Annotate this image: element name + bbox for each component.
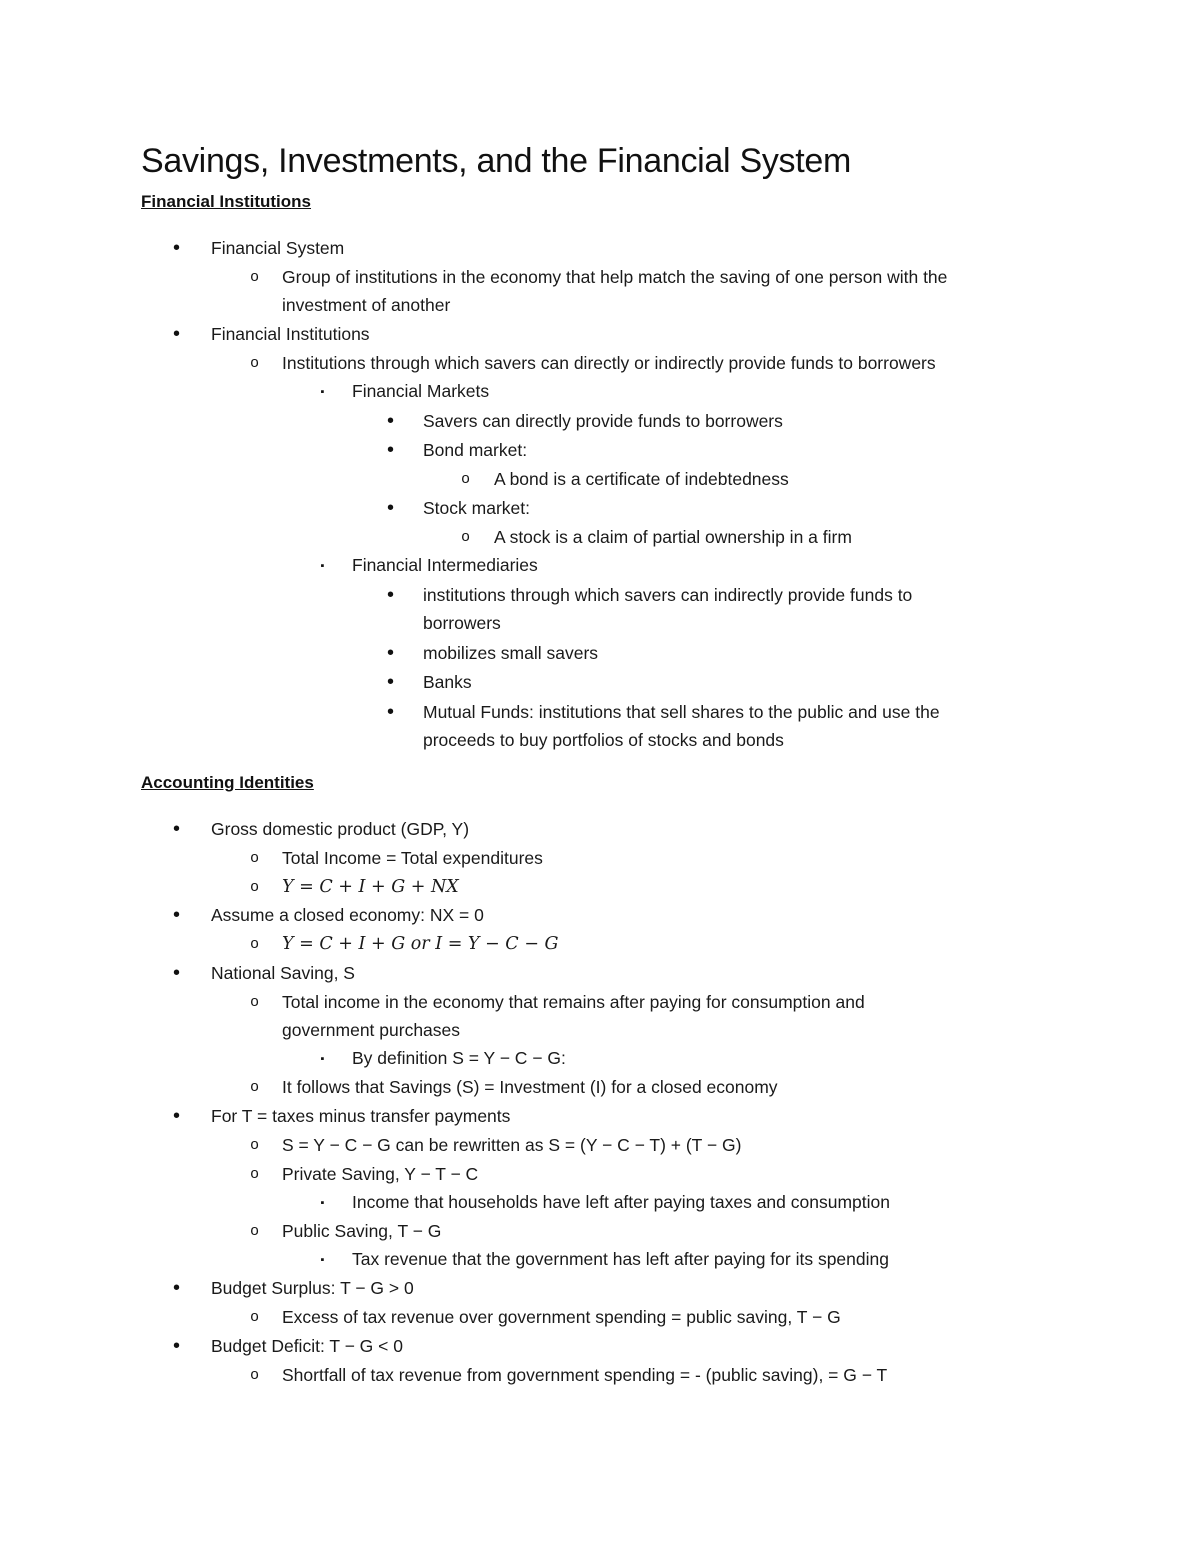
- bullet-circle-icon: o: [250, 1136, 259, 1153]
- bullet-circle-icon: o: [250, 1366, 259, 1383]
- list-item-continuation: government purchases: [282, 1020, 461, 1040]
- list-item-continuation: proceeds to buy portfolios of stocks and bonds: [423, 730, 784, 750]
- bullet-circle-icon: o: [250, 354, 259, 371]
- list-item: Financial System: [211, 238, 345, 258]
- bullet-disc-icon: •: [386, 642, 394, 664]
- bullet-disc-icon: •: [172, 1105, 180, 1127]
- list-item: Stock market:: [423, 498, 530, 518]
- bullet-circle-icon: o: [250, 268, 259, 285]
- equation-line: Y = C + I + G + NX: [282, 877, 459, 897]
- list-item: National Saving, S: [211, 963, 355, 983]
- bullet-circle-icon: o: [250, 935, 259, 952]
- list-item: Financial Institutions: [211, 324, 370, 344]
- list-item: Budget Surplus: T − G > 0: [211, 1278, 414, 1298]
- bullet-disc-icon: •: [172, 1335, 180, 1357]
- list-item: Savers can directly provide funds to borrowers: [423, 411, 783, 431]
- list-item: Gross domestic product (GDP, Y): [211, 819, 470, 839]
- bullet-circle-icon: o: [250, 878, 259, 895]
- list-item: Institutions through which savers can directly or indirectly provide funds to borrowers: [282, 353, 936, 373]
- list-item-continuation: borrowers: [423, 613, 501, 633]
- list-item: Shortfall of tax revenue from government spending = - (public saving), = G − T: [282, 1365, 888, 1385]
- bullet-circle-icon: o: [250, 1308, 259, 1325]
- list-item: For T = taxes minus transfer payments: [211, 1106, 511, 1126]
- bullet-square-icon: ▪: [320, 1053, 325, 1065]
- bullet-disc-icon: •: [386, 671, 394, 693]
- list-item: Financial Intermediaries: [352, 555, 538, 575]
- bullet-disc-icon: •: [172, 1277, 180, 1299]
- list-item: Total Income = Total expenditures: [282, 848, 543, 868]
- bullet-disc-icon: •: [386, 584, 394, 606]
- section-heading-accounting-identities: Accounting Identities: [141, 773, 314, 792]
- bullet-disc-icon: •: [386, 410, 394, 432]
- bullet-circle-icon: o: [250, 849, 259, 866]
- list-item: Private Saving, Y − T − C: [282, 1164, 479, 1184]
- list-item: Total income in the economy that remains after paying for consumption and: [282, 992, 865, 1012]
- page-title: Savings, Investments, and the Financial System: [141, 142, 851, 180]
- list-item: Budget Deficit: T − G < 0: [211, 1336, 403, 1356]
- list-item: S = Y − C − G can be rewritten as S = (Y − C − T) + (T − G): [282, 1135, 742, 1155]
- list-item: Public Saving, T − G: [282, 1221, 442, 1241]
- equation-line: Y = C + I + G or I = Y − C − G: [282, 934, 559, 954]
- bullet-disc-icon: •: [172, 818, 180, 840]
- bullet-circle-icon: o: [250, 1222, 259, 1239]
- bullet-disc-icon: •: [386, 701, 394, 723]
- list-item: A stock is a claim of partial ownership in a firm: [494, 527, 852, 547]
- bullet-disc-icon: •: [172, 904, 180, 926]
- bullet-disc-icon: •: [386, 497, 394, 519]
- bullet-disc-icon: •: [172, 323, 180, 345]
- bullet-disc-icon: •: [386, 439, 394, 461]
- bullet-circle-icon: o: [250, 1165, 259, 1182]
- list-item: Assume a closed economy: NX = 0: [211, 905, 484, 925]
- bullet-circle-icon: o: [461, 528, 470, 545]
- list-item: It follows that Savings (S) = Investment (I) for a closed economy: [282, 1077, 778, 1097]
- list-item: Mutual Funds: institutions that sell shares to the public and use the: [423, 702, 940, 722]
- bullet-square-icon: ▪: [320, 1254, 325, 1266]
- section-heading-financial-institutions: Financial Institutions: [141, 192, 312, 211]
- bullet-circle-icon: o: [250, 1078, 259, 1095]
- list-item: Excess of tax revenue over government spending = public saving, T − G: [282, 1307, 841, 1327]
- bullet-square-icon: ▪: [320, 1197, 325, 1209]
- list-item: mobilizes small savers: [423, 643, 599, 663]
- bullet-square-icon: ▪: [320, 560, 325, 572]
- list-item: Banks: [423, 672, 472, 692]
- list-item: Group of institutions in the economy that help match the saving of one person with the: [282, 267, 948, 287]
- list-item: institutions through which savers can indirectly provide funds to: [423, 585, 913, 605]
- bullet-disc-icon: •: [172, 962, 180, 984]
- list-item: By definition S = Y − C − G:: [352, 1048, 566, 1068]
- list-item: Financial Markets: [352, 381, 490, 401]
- list-item: Bond market:: [423, 440, 528, 460]
- list-item: Tax revenue that the government has left after paying for its spending: [352, 1249, 889, 1269]
- list-item: Income that households have left after paying taxes and consumption: [352, 1192, 890, 1212]
- bullet-circle-icon: o: [461, 470, 470, 487]
- bullet-circle-icon: o: [250, 993, 259, 1010]
- list-item: A bond is a certificate of indebtedness: [494, 469, 789, 489]
- bullet-disc-icon: •: [172, 237, 180, 259]
- bullet-square-icon: ▪: [320, 386, 325, 398]
- list-item-continuation: investment of another: [282, 295, 451, 315]
